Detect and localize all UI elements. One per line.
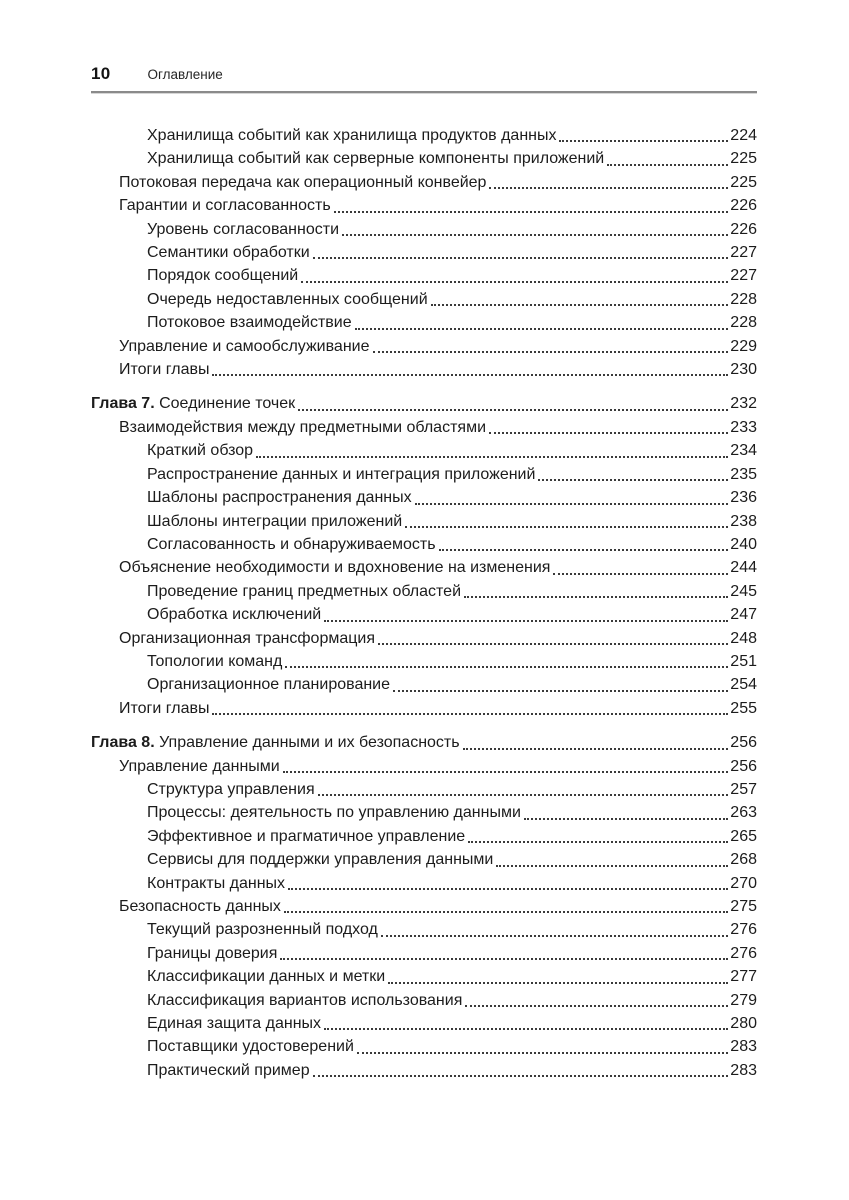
toc-entry-label: Топологии команд xyxy=(147,652,283,670)
leader-dots xyxy=(415,486,729,504)
toc-entry xyxy=(91,801,757,824)
toc-entry xyxy=(91,848,757,871)
toc-entry xyxy=(91,124,757,147)
toc-entry xyxy=(91,989,757,1012)
toc-entry-label: Порядок сообщений xyxy=(147,267,299,285)
leader-dots xyxy=(256,439,728,457)
leader-dots xyxy=(388,965,728,983)
toc-entry-label: Единая защита данных xyxy=(147,1015,322,1033)
toc-entry xyxy=(91,627,757,650)
toc-entry-page: 240 xyxy=(730,535,757,553)
toc-entry-label: Проведение границ предметных областей xyxy=(147,582,462,600)
toc-entry-label: Эффективное и прагматичное управление xyxy=(147,827,466,845)
toc-entry-page: 235 xyxy=(730,465,757,483)
header-rule xyxy=(91,91,757,94)
toc-entry-page: 256 xyxy=(730,734,757,752)
toc-entry-page: 248 xyxy=(730,629,757,647)
leader-dots xyxy=(212,697,728,715)
toc-entry-label: Шаблоны распространения данных xyxy=(147,489,412,507)
toc-entry xyxy=(91,194,757,217)
toc-entry-page: 225 xyxy=(730,173,757,191)
toc-entry-label: Поставщики удостоверений xyxy=(147,1038,354,1056)
leader-dots xyxy=(357,1035,728,1053)
toc-entry xyxy=(91,264,757,287)
toc-entry-page: 224 xyxy=(730,127,757,144)
toc-entry-page: 263 xyxy=(730,804,757,822)
leader-dots xyxy=(393,673,728,691)
toc-entry xyxy=(91,673,757,696)
toc-entry-page: 255 xyxy=(730,699,757,717)
toc-entry-label: Итоги главы xyxy=(119,361,210,379)
running-head-title: Оглавление xyxy=(147,67,223,82)
leader-dots xyxy=(468,825,728,843)
leader-dots xyxy=(284,895,728,913)
toc-entry-page: 254 xyxy=(730,676,757,694)
toc-entry xyxy=(91,416,757,439)
toc-entry-page: 226 xyxy=(730,197,757,215)
leader-dots xyxy=(324,603,728,621)
toc-chapter-entry xyxy=(91,731,757,754)
toc-entry-page: 234 xyxy=(730,442,757,460)
leader-dots xyxy=(496,848,728,866)
leader-dots xyxy=(538,463,728,481)
toc-entry-page: 229 xyxy=(730,337,757,355)
leader-dots xyxy=(465,989,728,1007)
toc-entry xyxy=(91,1059,757,1082)
toc-entry-label: Гарантии и согласованность xyxy=(119,197,331,215)
leader-dots xyxy=(431,288,729,306)
toc-entry-label: Итоги главы xyxy=(119,699,210,717)
toc-entry-page: 232 xyxy=(730,395,757,413)
toc-entry-page: 225 xyxy=(730,150,757,168)
toc-entry-page: 244 xyxy=(730,559,757,577)
page-header xyxy=(91,64,757,84)
toc-entry-label: Глава 7. Соединение точек xyxy=(91,395,296,413)
toc-entry xyxy=(91,439,757,462)
toc-entry xyxy=(91,895,757,918)
toc-entry xyxy=(91,358,757,381)
toc-entry-page: 238 xyxy=(730,512,757,530)
toc-entry xyxy=(91,147,757,170)
leader-dots xyxy=(489,416,728,434)
toc-entry-page: 283 xyxy=(730,1061,757,1079)
toc-entry-page: 276 xyxy=(730,944,757,962)
toc-entry-label: Краткий обзор xyxy=(147,442,254,460)
leader-dots xyxy=(378,627,728,645)
leader-dots xyxy=(559,124,728,142)
leader-dots xyxy=(524,801,728,819)
toc-entry-label: Текущий разрозненный подход xyxy=(147,921,378,939)
toc-entry-label: Семантики обработки xyxy=(147,244,310,262)
toc-entry-label: Потоковая передача как операционный конвейер xyxy=(119,173,487,191)
leader-dots xyxy=(318,778,729,796)
toc-entry-page: 245 xyxy=(730,582,757,600)
toc-entry xyxy=(91,463,757,486)
toc-entry xyxy=(91,311,757,334)
toc-entry-page: 256 xyxy=(730,757,757,775)
toc-entry-page: 283 xyxy=(730,1038,757,1056)
toc-entry-label: Объяснение необходимости и вдохновение на изменения xyxy=(119,559,551,577)
toc-entry-label: Взаимодействия между предметными областями xyxy=(119,418,487,436)
toc-entry-label: Управление и самообслуживание xyxy=(119,337,370,355)
toc-entry-label: Сервисы для поддержки управления данными xyxy=(147,851,494,869)
toc-entry-label: Распространение данных и интеграция приложений xyxy=(147,465,536,483)
toc-entry xyxy=(91,825,757,848)
toc-entry-label: Процессы: деятельность по управлению данными xyxy=(147,804,521,822)
leader-dots xyxy=(373,335,729,353)
toc-chapter-entry xyxy=(91,392,757,415)
toc-entry-page: 268 xyxy=(730,851,757,869)
table-of-contents xyxy=(91,124,757,1082)
toc-entry-page: 279 xyxy=(730,991,757,1009)
toc-entry-label: Практический пример xyxy=(147,1061,310,1079)
toc-entry xyxy=(91,697,757,720)
leader-dots xyxy=(342,218,728,236)
leader-dots xyxy=(313,241,729,259)
toc-entry-page: 270 xyxy=(730,874,757,892)
toc-entry-label: Классификация вариантов использования xyxy=(147,991,463,1009)
leader-dots xyxy=(298,392,728,410)
leader-dots xyxy=(283,755,729,773)
toc-entry xyxy=(91,965,757,988)
toc-entry-label: Глава 8. Управление данными и их безопасность xyxy=(91,734,460,752)
toc-entry-page: 228 xyxy=(730,290,757,308)
toc-entry-page: 236 xyxy=(730,489,757,507)
toc-entry xyxy=(91,1012,757,1035)
chapter-number-prefix: Глава 8. xyxy=(91,734,155,752)
toc-entry-page: 277 xyxy=(730,968,757,986)
toc-entry xyxy=(91,778,757,801)
toc-entry-label: Уровень согласованности xyxy=(147,220,340,238)
leader-dots xyxy=(212,358,728,376)
toc-entry-page: 265 xyxy=(730,827,757,845)
leader-dots xyxy=(280,942,728,960)
page-number: 10 xyxy=(91,64,111,83)
toc-entry-page: 233 xyxy=(730,418,757,436)
toc-entry xyxy=(91,556,757,579)
leader-dots xyxy=(334,194,729,212)
leader-dots xyxy=(489,171,728,189)
toc-entry xyxy=(91,171,757,194)
leader-dots xyxy=(324,1012,728,1030)
toc-entry-label: Потоковое взаимодействие xyxy=(147,314,352,332)
toc-entry xyxy=(91,755,757,778)
toc-entry-label: Согласованность и обнаруживаемость xyxy=(147,535,436,553)
toc-entry xyxy=(91,510,757,533)
toc-entry-label: Организационное планирование xyxy=(147,676,391,694)
toc-entry xyxy=(91,335,757,358)
leader-dots xyxy=(463,731,729,749)
leader-dots xyxy=(313,1059,729,1077)
toc-entry-page: 226 xyxy=(730,220,757,238)
toc-entry-label: Очередь недоставленных сообщений xyxy=(147,290,428,308)
toc-entry-label: Управление данными xyxy=(119,757,280,775)
toc-entry-page: 275 xyxy=(730,898,757,915)
leader-dots xyxy=(464,580,728,598)
leader-dots xyxy=(607,147,728,165)
toc-entry-label: Контракты данных xyxy=(147,874,286,892)
toc-entry xyxy=(91,603,757,626)
toc-entry-label: Хранилища событий как серверные компоненты приложений xyxy=(147,150,605,168)
toc-entry xyxy=(91,1035,757,1058)
toc-entry-page: 228 xyxy=(730,314,757,332)
leader-dots xyxy=(553,556,728,574)
toc-entry-page: 251 xyxy=(730,652,757,670)
toc-entry-page: 227 xyxy=(730,267,757,285)
leader-dots xyxy=(301,264,728,282)
toc-entry-label: Обработка исключений xyxy=(147,606,322,624)
toc-entry xyxy=(91,580,757,603)
toc-entry-label: Шаблоны интеграции приложений xyxy=(147,512,403,530)
toc-entry-label: Организационная трансформация xyxy=(119,629,375,647)
toc-entry-page: 257 xyxy=(730,780,757,798)
leader-dots xyxy=(381,918,728,936)
chapter-number-prefix: Глава 7. xyxy=(91,395,155,413)
toc-entry-page: 280 xyxy=(730,1015,757,1033)
leader-dots xyxy=(288,872,728,890)
toc-entry-label: Границы доверия xyxy=(147,944,278,962)
toc-entry-label: Классификации данных и метки xyxy=(147,968,386,986)
toc-entry xyxy=(91,918,757,941)
toc-entry-page: 227 xyxy=(730,244,757,262)
toc-entry-label: Безопасность данных xyxy=(119,898,281,915)
toc-entry-page: 276 xyxy=(730,921,757,939)
toc-entry xyxy=(91,218,757,241)
toc-entry-label: Хранилища событий как хранилища продуктов данных xyxy=(147,127,557,144)
toc-entry xyxy=(91,288,757,311)
toc-entry xyxy=(91,942,757,965)
leader-dots xyxy=(355,311,729,329)
toc-entry xyxy=(91,533,757,556)
toc-entry xyxy=(91,650,757,673)
leader-dots xyxy=(439,533,729,551)
toc-entry xyxy=(91,486,757,509)
leader-dots xyxy=(405,510,728,528)
toc-entry-page: 230 xyxy=(730,361,757,379)
leader-dots xyxy=(285,650,728,668)
toc-entry-page: 247 xyxy=(730,606,757,624)
toc-entry xyxy=(91,872,757,895)
toc-entry xyxy=(91,241,757,264)
toc-entry-label: Структура управления xyxy=(147,780,315,798)
